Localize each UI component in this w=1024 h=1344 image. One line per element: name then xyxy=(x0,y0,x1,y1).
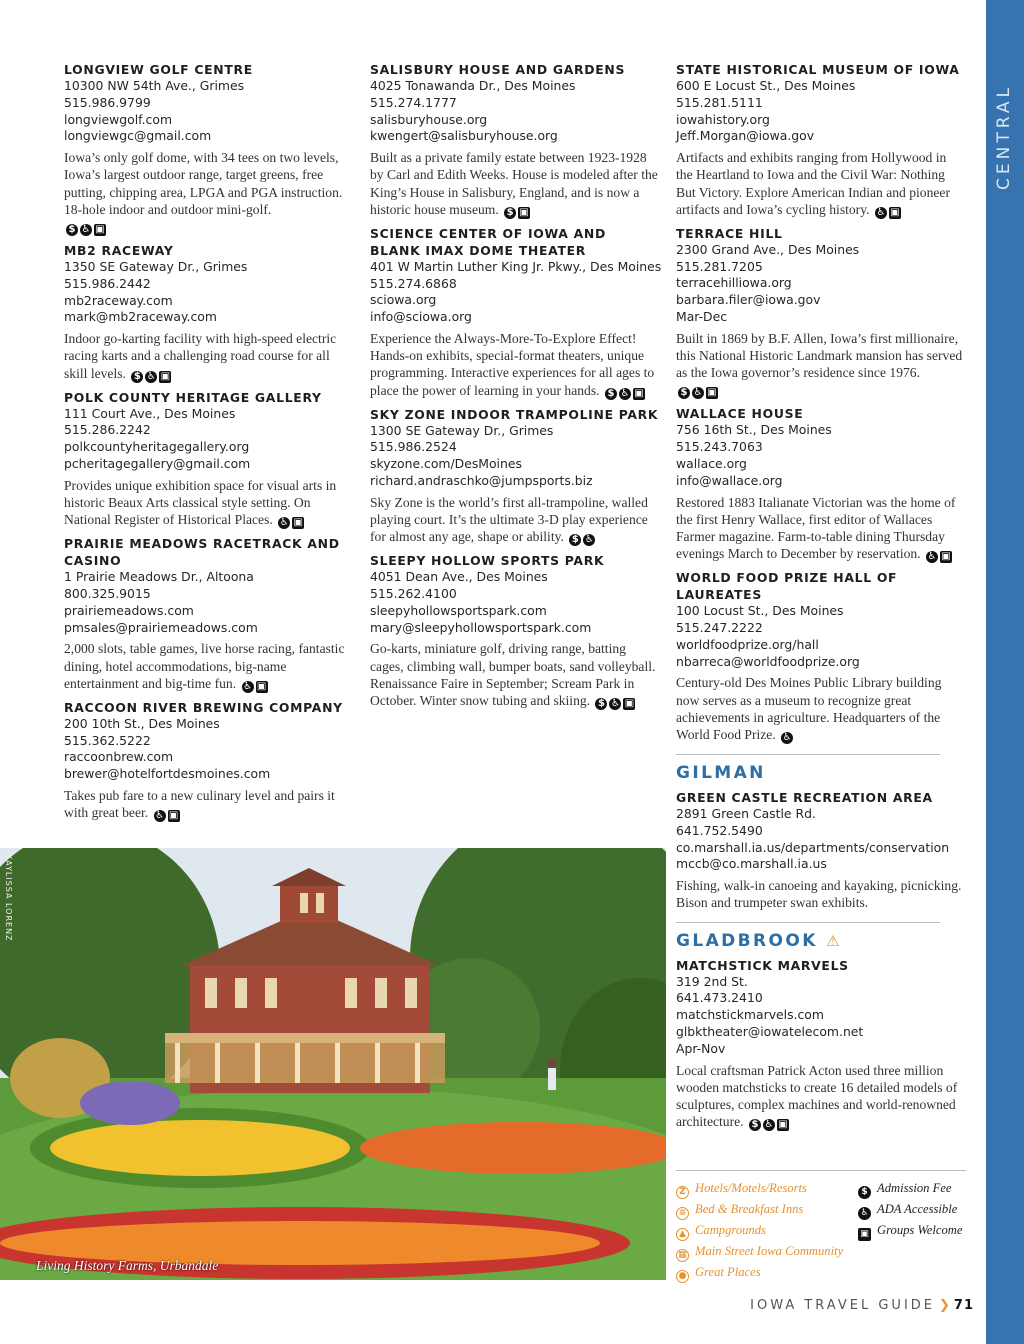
groups-welcome-icon: ▣ xyxy=(256,680,267,692)
listing-website[interactable]: raccoonbrew.com xyxy=(64,749,174,765)
listing-email[interactable]: richard.andraschko@jumpsports.biz xyxy=(370,472,593,488)
listing-website[interactable]: worldfoodprize.org/hall xyxy=(676,636,819,652)
listing-address: 401 W Martin Luther King Jr. Pkwy., Des Moines xyxy=(370,258,662,274)
listing-description: Local craftsman Patrick Acton used three million wooden matchsticks to create 16 detailed models of sculptures, complex machines and world-renowned architecture. $ ♿ ▣ xyxy=(676,1062,958,1131)
listing xyxy=(370,61,660,219)
main-street-icon: ▦ xyxy=(676,1249,689,1262)
listing-description: Sky Zone is the world’s first all-trampoline, walled playing court. It’s the ultimate 3-D play experience for almost any age, shape or ability. $ ♿ xyxy=(370,494,648,546)
section-label: CENTRAL xyxy=(994,84,1014,190)
listing-address: 100 Locust St., Des Moines xyxy=(676,603,844,619)
column-3 xyxy=(676,61,966,1137)
listing-name: SALISBURY HOUSE AND GARDENS xyxy=(370,62,626,77)
photo-caption: Living History Farms, Urbandale xyxy=(36,1258,219,1273)
listing-phone: 515.281.5111 xyxy=(676,94,763,110)
section-sidebar xyxy=(986,0,1024,1344)
listing-email[interactable]: info@sciowa.org xyxy=(370,309,472,325)
listing-name: WORLD FOOD PRIZE HALL OF LAUREATES xyxy=(676,570,898,603)
legend-item-campgrounds: ▲ Campgrounds xyxy=(676,1223,766,1241)
admission-fee-icon: $ xyxy=(504,207,516,219)
listing-phone: 800.325.9015 xyxy=(64,585,151,601)
listing-phone: 515.243.7063 xyxy=(676,439,763,455)
listing-description: Built as a private family estate between 1923-1928 by Carl and Edith Weeks. House is modeled after the King’s House in Salisbury, England, and is now a historic house museum. $ ▣ xyxy=(370,150,658,218)
listing-name: STATE HISTORICAL MUSEUM OF IOWA xyxy=(676,62,960,77)
ada-accessible-icon: ♿ xyxy=(279,517,289,529)
ada-accessible-icon: ♿ xyxy=(876,206,886,218)
listing-name: GREEN CASTLE RECREATION AREA xyxy=(676,789,933,805)
groups-welcome-icon: ▣ xyxy=(634,387,644,399)
column-1 xyxy=(64,61,354,828)
listing-website[interactable]: wallace.org xyxy=(676,455,747,471)
listing-website[interactable]: co.marshall.ia.us/departments/conservation xyxy=(676,839,950,855)
listing xyxy=(676,225,966,400)
listing-name: SLEEPY HOLLOW SPORTS PARK xyxy=(370,553,605,569)
ada-accessible-icon: ♿ xyxy=(146,370,156,382)
listing-description: Takes pub fare to a new culinary level and pairs it with great beer. ♿ ▣ xyxy=(64,787,335,822)
house-garden-illustration xyxy=(0,848,666,1280)
listing-address: 4051 Dean Ave., Des Moines xyxy=(370,569,548,585)
listing-address: 111 Court Ave., Des Moines xyxy=(64,405,236,421)
ada-accessible-icon: ♿ xyxy=(584,534,594,546)
listing-address: 10300 NW 54th Ave., Grimes xyxy=(64,78,245,93)
listing-website[interactable]: skyzone.com/DesMoines xyxy=(370,456,522,472)
listing-email[interactable]: pcheritagegallery@gmail.com xyxy=(64,455,251,471)
groups-welcome-icon: ▣ xyxy=(519,206,529,218)
legend-item-admission: $ Admission Fee xyxy=(858,1181,952,1199)
column-2 xyxy=(370,61,660,716)
ada-accessible-icon: ♿ xyxy=(693,387,703,399)
listing-phone: 515.274.1777 xyxy=(370,94,457,110)
admission-fee-icon: $ xyxy=(858,1186,871,1199)
page-footer xyxy=(750,1298,974,1313)
ada-accessible-icon: ♿ xyxy=(782,731,792,743)
listing-address: 756 16th St., Des Moines xyxy=(676,422,832,438)
listing xyxy=(370,225,660,400)
listing-description: Artifacts and exhibits ranging from Hollywood in the Heartland to Iowa and the Civil War: Nothing But Victory. Explore American Indian and pioneer artifacts and Iowa’s cycling history. ♿ ▣ xyxy=(676,150,950,218)
admission-fee-icon: $ xyxy=(749,1119,761,1131)
listing xyxy=(370,406,660,547)
listing-description: Provides unique exhibition space for visual arts in historic Beaux Arts classical style setting. On National Register of Historical Places. ♿ ▣ xyxy=(64,477,337,529)
listing-email[interactable]: glbktheater@iowatelecom.net xyxy=(676,1023,864,1039)
listing-address: 600 E Locust St., Des Moines xyxy=(676,78,856,93)
listing-description: Indoor go-karting facility with high-speed electric racing karts and a challenging road course for all skill levels. $ ♿ ▣ xyxy=(64,331,337,382)
listing xyxy=(676,957,966,1132)
listing-phone: 515.986.2524 xyxy=(370,439,457,455)
listing-description: 2,000 slots, table games, live horse racing, fantastic dining, hotel accommodations, big-name entertainment and big-time fun. ♿ ▣ xyxy=(64,641,345,692)
listing-email[interactable]: info@wallace.org xyxy=(676,472,783,488)
listing-phone: 515.986.9799 xyxy=(64,94,151,110)
listing-phone: 515.286.2242 xyxy=(64,422,151,438)
listing-website[interactable]: sciowa.org xyxy=(370,292,437,308)
town-heading-gilman: GILMAN xyxy=(676,762,766,783)
divider xyxy=(676,922,940,923)
listing-address: 1 Prairie Meadows Dr., Altoona xyxy=(64,569,254,585)
listing-email[interactable]: barbara.filer@iowa.gov xyxy=(676,292,821,308)
listing-email[interactable]: brewer@hotelfortdesmoines.com xyxy=(64,766,271,782)
listing-address: 4025 Tonawanda Dr., Des Moines xyxy=(370,78,576,93)
listing-name: PRAIRIE MEADOWS RACETRACK AND CASINO xyxy=(64,536,340,569)
guide-title: IOWA TRAVEL GUIDE xyxy=(750,1298,935,1313)
listing-name: POLK COUNTY HERITAGE GALLERY xyxy=(64,389,322,405)
listing-phone: 641.473.2410 xyxy=(676,990,763,1006)
listing-description: Restored 1883 Italianate Victorian was the home of the first Henry Wallace, first editor of Wallaces Farmer magazine. Farm-to-table dining Thursday evenings March to December by reservation. ♿ ▣ xyxy=(676,494,956,563)
admission-fee-icon: $ xyxy=(595,698,607,710)
listing-email[interactable]: pmsales@prairiemeadows.com xyxy=(64,619,258,635)
groups-welcome-icon: ▣ xyxy=(941,551,951,563)
listing-phone: 515.247.2222 xyxy=(676,619,763,635)
listing xyxy=(676,61,966,219)
listing-season: Mar-Dec xyxy=(676,308,728,324)
listing xyxy=(64,535,354,693)
ada-accessible-icon: ♿ xyxy=(243,680,253,692)
listing-website[interactable]: mb2raceway.com xyxy=(64,292,173,308)
listing-address: 200 10th St., Des Moines xyxy=(64,715,220,731)
listing-email[interactable]: longviewgc@gmail.com xyxy=(64,128,212,144)
listing-phone: 515.362.5222 xyxy=(64,732,151,748)
ada-accessible-icon: ♿ xyxy=(620,387,630,399)
listing-description: Go-karts, miniature golf, driving range, batting cages, climbing wall, bumper boats, sand volleyball. Renaissance Faire in September; Scream Park in October. Winter snow tubing and skiing. $ ♿ ▣ xyxy=(370,641,656,709)
listing-name: WALLACE HOUSE xyxy=(676,406,804,422)
listing xyxy=(676,789,966,912)
groups-welcome-icon: ▣ xyxy=(890,206,900,218)
listing-name: SKY ZONE INDOOR TRAMPOLINE PARK xyxy=(370,406,659,422)
listing-website[interactable]: iowahistory.org xyxy=(676,111,770,127)
listing-website[interactable]: longviewgolf.com xyxy=(64,111,173,127)
listing xyxy=(64,242,354,383)
listing-name: SCIENCE CENTER OF IOWA AND BLANK IMAX DOME THEATER xyxy=(370,225,606,258)
admission-fee-icon: $ xyxy=(678,387,690,399)
admission-fee-icon: $ xyxy=(131,371,143,383)
chevron-right-icon: ❯ xyxy=(939,1298,950,1313)
divider xyxy=(676,754,940,755)
listing-name: RACCOON RIVER BREWING COMPANY xyxy=(64,699,343,715)
listing-description: Iowa’s only golf dome, with 34 tees on two levels, Iowa’s largest outdoor range, target greens, free putting, chipping area, LPGA and PGA instruction. 18-hole indoor and outdoor mini-golf. $ ♿ ▣ xyxy=(64,150,343,235)
campground-icon: ▲ xyxy=(676,1228,689,1241)
listing-name: MATCHSTICK MARVELS xyxy=(676,957,849,973)
hotel-icon: Z xyxy=(676,1186,689,1199)
listing-website[interactable]: terracehilliowa.org xyxy=(676,275,792,291)
listing-email[interactable]: kwengert@salisburyhouse.org xyxy=(370,128,558,144)
listing-website[interactable]: polkcountyheritagegallery.org xyxy=(64,439,250,455)
listing-name: TERRACE HILL xyxy=(676,225,783,241)
listing-website[interactable]: matchstickmarvels.com xyxy=(676,1007,824,1023)
listing-season: Apr-Nov xyxy=(676,1040,726,1056)
legend-item-main-street: ▦ Main Street Iowa Community xyxy=(676,1244,843,1262)
listing xyxy=(676,405,966,563)
listing-phone: 515.274.6868 xyxy=(370,275,457,291)
legend-item-bed-breakfast: ≡ Bed & Breakfast Inns xyxy=(676,1202,803,1220)
listing-email[interactable]: nbarreca@worldfoodprize.org xyxy=(676,653,860,669)
listing xyxy=(64,61,354,236)
groups-welcome-icon: ▣ xyxy=(95,224,105,235)
listing-name: LONGVIEW GOLF CENTRE xyxy=(64,62,253,77)
ada-accessible-icon: ♿ xyxy=(81,224,91,235)
listing-address: 2891 Green Castle Rd. xyxy=(676,805,816,821)
listing-email[interactable]: mark@mb2raceway.com xyxy=(64,309,217,325)
listing-address: 1350 SE Gateway Dr., Grimes xyxy=(64,259,248,274)
ada-accessible-icon: ♿ xyxy=(611,697,620,709)
listing-website[interactable]: prairiemeadows.com xyxy=(64,602,194,618)
groups-welcome-icon: ▣ xyxy=(778,1119,788,1131)
listing xyxy=(676,569,966,744)
groups-welcome-icon: ▣ xyxy=(624,697,635,709)
ada-accessible-icon: ♿ xyxy=(927,551,937,563)
listing-email[interactable]: mary@sleepyhollowsportspark.com xyxy=(370,619,592,635)
admission-fee-icon: $ xyxy=(605,388,617,400)
listing-address: 2300 Grand Ave., Des Moines xyxy=(676,241,860,257)
listing-website[interactable]: salisburyhouse.org xyxy=(370,111,488,127)
bed-icon: ≡ xyxy=(676,1207,689,1220)
listing-description: Built in 1869 by B.F. Allen, Iowa’s first millionaire, this National Historic Landmark mansion has served as the Iowa governor’s residence since 1976. $ ♿ ▣ xyxy=(676,330,963,399)
legend-item-great-places: ● Great Places xyxy=(676,1265,761,1283)
listing-address: 1300 SE Gateway Dr., Grimes xyxy=(370,422,554,438)
photo-living-history-farms xyxy=(0,848,666,1280)
listing-description: Experience the Always-More-To-Explore Effect! Hands-on exhibits, special-format theaters, unique programming. Interactive experiences for all ages to place the power of learning in your hands. $ ♿ ▣ xyxy=(370,330,655,399)
listing xyxy=(64,389,354,530)
listing-phone: 515.986.2442 xyxy=(64,275,151,291)
listing-email[interactable]: mccb@co.marshall.ia.us xyxy=(676,856,827,872)
listing-phone: 515.281.7205 xyxy=(676,258,763,274)
listing-phone: 515.262.4100 xyxy=(370,585,457,601)
photo-credit: KAYLISSA LORENZ xyxy=(4,854,13,942)
legend-item-hotels: Z Hotels/Motels/Resorts xyxy=(676,1181,807,1199)
listing-name: MB2 RACEWAY xyxy=(64,243,174,258)
listing-description: Fishing, walk-in canoeing and kayaking, picnicking. Bison and trumpeter swan exhibits. xyxy=(676,878,962,911)
legend xyxy=(676,1170,966,1281)
listing-phone: 641.752.5490 xyxy=(676,822,763,838)
admission-fee-icon: $ xyxy=(569,534,581,546)
groups-welcome-icon: ▣ xyxy=(858,1228,871,1241)
ada-accessible-icon: ♿ xyxy=(764,1119,774,1131)
listing xyxy=(64,699,354,822)
groups-welcome-icon: ▣ xyxy=(707,387,717,399)
listing-description: Century-old Des Moines Public Library building now serves as a museum to recognize great achievements in agriculture. Headquarters of the World Food Prize. ♿ xyxy=(676,675,942,743)
groups-welcome-icon: ▣ xyxy=(293,517,303,529)
listing-email[interactable]: Jeff.Morgan@iowa.gov xyxy=(676,128,815,144)
legend-item-groups: ▣ Groups Welcome xyxy=(858,1223,962,1241)
listing-address: 319 2nd St. xyxy=(676,973,748,989)
groups-welcome-icon: ▣ xyxy=(168,810,179,822)
town-heading-gladbrook: GLADBROOK ⚠ xyxy=(676,930,842,951)
great-places-icon: ● xyxy=(676,1270,689,1283)
page-number: 71 xyxy=(953,1298,974,1313)
groups-welcome-icon: ▣ xyxy=(160,370,171,382)
listing-website[interactable]: sleepyhollowsportspark.com xyxy=(370,602,547,618)
admission-fee-icon: $ xyxy=(66,224,78,236)
ada-accessible-icon: ♿ xyxy=(155,810,165,822)
ada-accessible-icon: ♿ xyxy=(858,1207,871,1220)
listing xyxy=(370,552,660,710)
campground-icon: ⚠ xyxy=(826,931,842,950)
legend-item-ada: ♿ ADA Accessible xyxy=(858,1202,957,1220)
